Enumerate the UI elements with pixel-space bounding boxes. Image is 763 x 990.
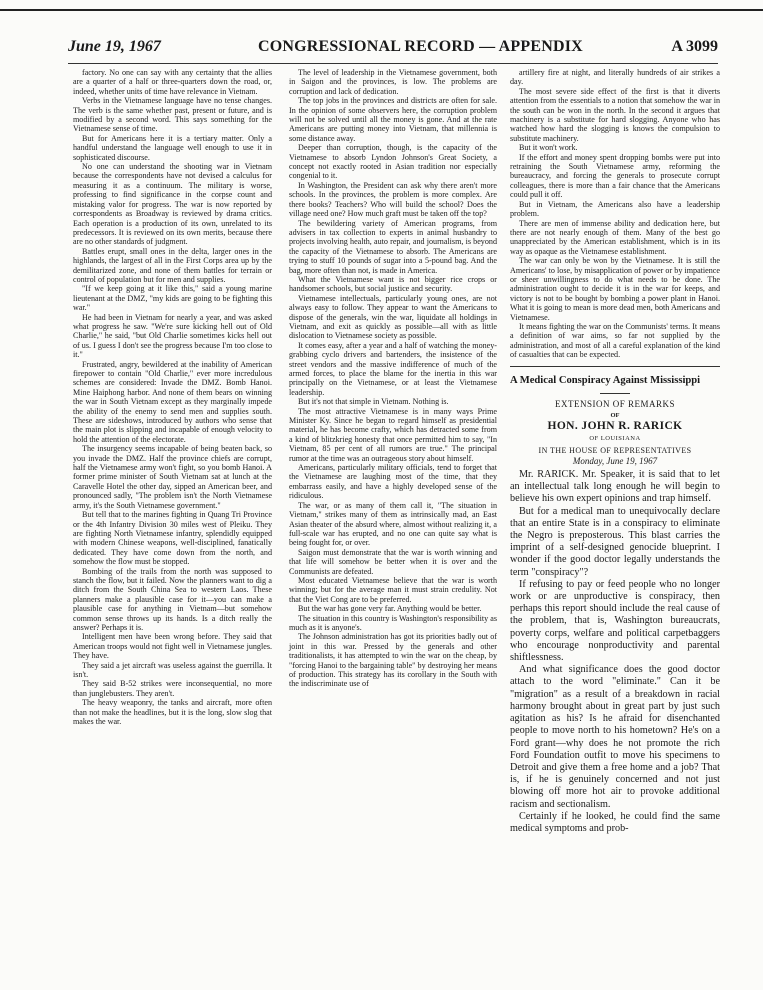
paragraph: But it won't work. <box>519 143 578 153</box>
column-3-article-continuation <box>510 68 720 360</box>
page-header <box>68 38 718 62</box>
paragraph: Battles erupt, small ones in the delta, larger ones in the highlands, the largest of all in the First Corps area up by the demilitarized zone, and none of them battles for terrain or control of population but for men and supplies. <box>73 246 272 284</box>
paragraph: What the Vietnamese want is not bigger rice crops or handsomer schools, but social justice and security. <box>289 274 497 294</box>
paragraph: Certainly if he looked, he could find the same medical symptoms and prob- <box>510 810 720 834</box>
paragraph: The situation in this country is Washington's responsibility as much as it is anyone's. <box>289 613 497 632</box>
paragraph: The level of leadership in the Vietnamese government, both in Saigon and the provinces, is low. The problems are corruption and lack of dedication. <box>289 68 497 96</box>
top-border-rule <box>0 9 763 11</box>
paragraph: The most attractive Vietnamese is in many ways Prime Minister Ky. Since he began to regard himself as presidential material, he has become crafty, which has detracted some from a kind of blitzkrieg honesty that once permitted him to say, "In Vietnam, 85 per cent of all rumors are true." The principal rumor at the time was an outrageous story about himself. <box>289 406 497 463</box>
paragraph: They said B-52 strikes were inconsequential, no more than junglebusters. They aren't. <box>73 679 272 698</box>
paragraph: Verbs in the Vietnamese language have no tense changes. The verb is the same whether past, present or future, and is modified by a second word. This says something for the Vietnamese sense of time. <box>73 96 272 134</box>
house-label: IN THE HOUSE OF REPRESENTATIVES <box>538 446 692 456</box>
paragraph: They said a jet aircraft was useless against the guerrilla. It isn't. <box>73 660 272 679</box>
paragraph: He had been in Vietnam for nearly a year, and was asked what progress he saw. "We're sure kicking hell out of Old Charlie," he said, "but Old Charlie sometimes kicks hell out of us. I guess I don't see the progress because I'm too close to it." <box>73 312 272 360</box>
paragraph: And what significance does the good doctor attach to the word "eliminate." Can it be "migration" as a result of a breakdown in racial harmony brought about in great part by just such agitation as his? Is he afraid for disenchanted people to move north to his hometown? He's on a Ford grant—why does he not promote the rich Ford Foundation outfit to move his specimens to Detroit and give them a free home and a job? That is, if he is genuinely concerned and not just blowing off more hot air to provoke additional racism and sectionalism. <box>510 664 720 810</box>
paragraph: The most severe side effect of the first is that it diverts attention from the essentials to a notion that somehow the war in the south can be won in the north. In the second it argues that machinery is a substitute for hard slogging. Anyone who has watched how hard the slogging is knows the compulsion to substitute machinery. <box>510 86 720 143</box>
header-rule <box>68 63 718 64</box>
extension-of-remarks-label: EXTENSION OF REMARKS <box>554 398 675 409</box>
speaker-name: HON. JOHN R. RARICK <box>547 420 683 433</box>
article-body <box>510 469 720 835</box>
article-heading: A Medical Conspiracy Against Mississippi <box>510 374 701 386</box>
paragraph: artillery fire at night, and literally hundreds of air strikes a day. <box>510 68 720 87</box>
paragraph: Vietnamese intellectuals, particularly young ones, are not always easy to follow. They appear to want the Americans to dispose of the generals, win the war, liquidate all holdings in Vietnam, and exit as quickly as possible—all with as little dislocation to Vietnamese society as possible. <box>289 293 497 341</box>
heading-short-rule <box>600 393 630 394</box>
article-separator-rule <box>510 366 720 367</box>
paragraph: Frustrated, angry, bewildered at the inability of American firepower to contain "Old Charlie," ever more incredulous schemes are considered: Invade the DMZ. Bomb Hanoi. Mine Haiphong harbor. And none of them bears on winning the war in South Vietnam except as they marginally impede the ability of the enemy to send men and supplies south. These are sideshows, introduced by authors who sense that the main plot is slipping and incapable of enough velocity to hold the attention of the electorate. <box>73 359 272 444</box>
paragraph: Americans, particularly military officials, tend to forget that the Vietnamese are laughing most of the time, that they embarrass easily, and have a highly developed sense of the ridiculous. <box>289 463 497 501</box>
header-page-number: A 3099 <box>671 38 718 55</box>
paragraph: In Washington, the President can ask why there aren't more schools. In the provinces, the problem is more complex. Are there books? Teachers? Who will build the school? Does the village need one? How much graft must be taken off the top? <box>289 180 497 219</box>
paragraph: But the war has gone very far. Anything would be better. <box>298 604 482 614</box>
paragraph: Mr. RARICK. Mr. Speaker, it is said that to let an intellectual talk long enough he will begin to believe his own expert opinions and trap himself. <box>510 469 720 505</box>
paragraph: But for Americans here it is a tertiary matter. Only a handful understand the language well enough to use it in sophisticated discourse. <box>73 133 272 162</box>
paragraph: It means fighting the war on the Communists' terms. It means a definition of war aims, so far not supplied by the administration, and most of all a careful explanation of the kind of casualties that can be expected. <box>510 321 720 360</box>
paragraph: It comes easy, after a year and a half of watching the money-grabbing cyclo drivers and bartenders, the insistence of the street vendors and the massive indifference of much of the armed forces, to place the blame for the inertia in this war principally on the Vietnamese, or at least the Vietnamese leadership. <box>289 340 497 397</box>
paragraph: If the effort and money spent dropping bombs were put into retraining the South Vietnamese army, reforming the bureaucracy, and forcing the generals to prosecute corrupt colleagues, there is more than a fair chance that the Americans could pull it off. <box>510 152 720 200</box>
paragraph: The heavy weaponry, the tanks and aircraft, more often than not make the headlines, but it is the long, slow slog that makes the war. <box>73 698 272 727</box>
paragraph: The war, or as many of them call it, "The situation in Vietnam," strikes many of them as intrinsically mad, an East Asian theater of the absurd where, almost without realizing it, a full-scale war has erupted, and no one can quite say what is being fought for, or over. <box>289 500 497 548</box>
paragraph: The top jobs in the provinces and districts are often for sale. In the opinion of some observers here, the corruption problem will not be solved until all the money is gone. And at the rate Americans are putting money into Vietnam, that millennia is some distance away. <box>289 96 497 143</box>
paragraph: Deeper than corruption, though, is the capacity of the Vietnamese to absorb Lyndon Johnson's Great Society, a concept not exactly rooted in Asian tradition nor especially congenial to it. <box>289 143 497 181</box>
article-dateline: Monday, June 19, 1967 <box>572 455 658 466</box>
paragraph: But in Vietnam, the Americans also have a leadership problem. <box>510 199 720 219</box>
paragraph: factory. No one can say with any certainty that the allies are a quarter of a half or three-quarters down the road, or, indeed, whether units of time have relevance in Vietnam. <box>73 68 272 96</box>
paragraph: No one can understand the shooting war in Vietnam because the correspondents have not devised a calculus for measuring it as a continuum. The military is worse, professing to find significance in the corpse count and mistaking valor for progress. The war is now reported by correspondents as Broadway is reviewed by drama critics. Each operation is a production of its own, unrelated to its predecessors. It is reviewed on its own merits, because there are no other standards of judgment. <box>73 162 272 247</box>
paragraph: Most educated Vietnamese believe that the war is worth winning; but for the average man it must strain credulity. Not that the Viet Cong are to be preferred. <box>289 575 497 604</box>
paragraph: Intelligent men have been wrong before. They said that American troops would not fight well in Vietnamese jungles. They have. <box>73 632 272 661</box>
paragraph: But it's not that simple in Vietnam. Nothing is. <box>298 397 449 407</box>
paragraph: The Johnson administration has got its priorities badly out of joint in this war. Pressed by the generals and other traditionalists, it has attempted to win the war on the cheap, by "forcing Hanoi to the bargaining table" by destroying her means of production. This strategy has its corollary in the South with the indiscriminate use of <box>289 632 497 689</box>
paragraph: The insurgency seems incapable of being beaten back, so you invade the DMZ. Half the province chiefs are corrupt, half the Vietnamese army won't fight, so you bomb Hanoi. A former prime minister of South Vietnam sat at lunch at the Caravelle Hotel the other day, sipped an American beer, and pronounced sadly, "The problem isn't the North Vietnamese army, it's the South Vietnamese government." <box>73 444 272 510</box>
header-title: CONGRESSIONAL RECORD — APPENDIX <box>258 38 583 55</box>
paragraph: If refusing to pay or feed people who no longer work or are unproductive is conspiracy, then perhaps this report should include the real cause of the problem, that is, Washington bureaucrats, poverty corps, welfare and political carpetbaggers who encourage nonproductivity and parental shiftlessness. <box>510 578 720 664</box>
column-2 <box>289 68 497 689</box>
of-label: OF <box>610 412 620 419</box>
speaker-state: OF LOUISIANA <box>589 434 641 442</box>
paragraph: But for a medical man to unequivocally declare that an entire State is in a conspiracy to eliminate the Negro is preposterous. This blast carries the imprint of a self-designed genocide blueprint. I wonder if the good doctor legally understands the term "conspiracy"? <box>510 505 720 578</box>
column-1 <box>73 68 272 726</box>
paragraph: The war can only be won by the Vietnamese. It is still the Americans' to lose, by misapplication of power or by impatience or sheer unwillingness to do what needs to be done. The administration ought to decide it is in the war for keeps, and victory is not to be bought by bombing a power plant in Hanoi. What it is going to mean is more dead men, both Americans and Vietnamese. <box>510 256 720 322</box>
paragraph: There are men of immense ability and dedication here, but there are not nearly enough of them. Many of the best go unappreciated by the American establishment, which is in its way as opaque as the Vietnamese establishment. <box>510 218 720 256</box>
header-date: June 19, 1967 <box>68 38 161 55</box>
paragraph: Saigon must demonstrate that the war is worth winning and that life will somehow be better when it is over and the Communists are defeated. <box>289 547 497 576</box>
paragraph: Bombing of the trails from the north was supposed to stanch the flow, but it failed. Now the planners want to dig a ditch from the South China Sea to western Laos. These planners make a plausible case for it—you can make a plausible case for anything in Vietnam—but somehow common sense throws up its hands. Is a ditch really the answer? Perhaps it is. <box>73 566 272 632</box>
paragraph: "If we keep going at it like this," said a young marine lieutenant at the DMZ, "my kids are going to be fighting this war." <box>73 284 272 313</box>
column-3 <box>510 68 720 835</box>
paragraph: But tell that to the marines fighting in Quang Tri Province or the 4th Infantry Division 30 miles west of Pleiku. They are fighting North Vietnamese infantry, splendidly equipped with modern Chinese weapons, well-disciplined, fanatically dedicated. They have come down from the north, and somehow the flow must be stopped. <box>73 510 272 567</box>
paragraph: The bewildering variety of American programs, from advisers in tax collection to experts in animal husbandry to projects involving health, auto repair, and journalism, is beyond the capacity of the Vietnamese to absorb. The Americans are trying to stuff 10 pounds of sugar into a 5-pound bag. And the bag, more often than not, is made in America. <box>289 218 497 275</box>
